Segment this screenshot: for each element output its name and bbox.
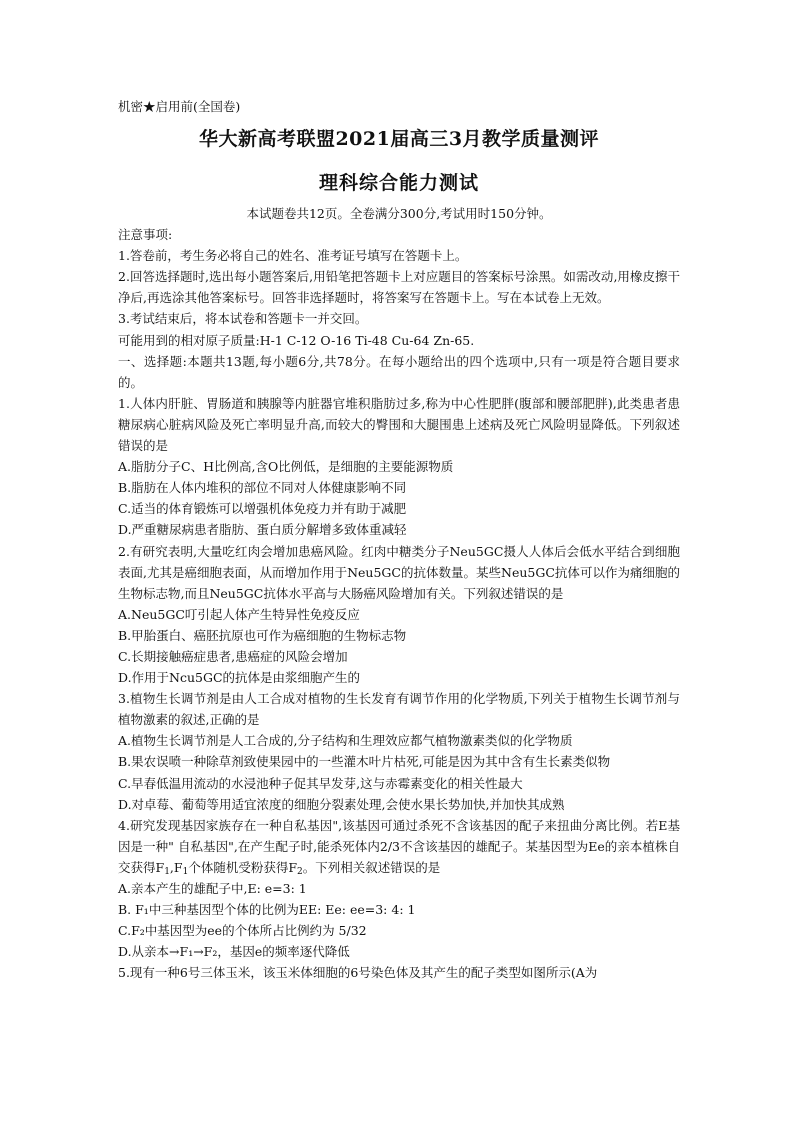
question-stem (118, 815, 680, 878)
option-c: C.F₂中基因型为ee的个体所占比例约为 5/32 (118, 923, 367, 939)
option-a: A.Neu5GC叮引起人体产生特异性免疫反应 (118, 606, 360, 622)
atomic-masses: 可能用到的相对原子质量:H-1 C-12 O-16 Ti-48 Cu-64 Zn-65. (118, 332, 475, 348)
stem-text: 4.研究发现基因家族存在一种自私基因",该基因可通过杀死不含该基因的配子来扭曲分离比例。若E基因是一种" 自私基因",在产生配子时,能杀死体内2/3不含该基因的雄配子。某基因型为Ee的亲本植株自交获得F (118, 817, 680, 875)
question-stem: 3.植物生长调节剂是由人工合成对植物的生长发育有调节作用的化学物质,下列关于植物生长调节剂与植物激素的叙述,正确的是 (118, 691, 680, 728)
notes-section (118, 224, 680, 351)
question-2 (118, 541, 680, 689)
exam-subtitle: 理科综合能力测试 (318, 172, 479, 194)
question-1 (118, 393, 680, 541)
subscript: 1 (164, 866, 170, 877)
question-5 (118, 962, 680, 983)
option-d: D.对卓莓、葡萄等用适宜浓度的细胞分裂素处理,会使水果长势加快,并加快其成熟 (118, 796, 565, 812)
question-3 (118, 688, 680, 815)
question-4 (118, 815, 680, 963)
stem-text: 。下列相关叙述错误的是 (302, 859, 441, 875)
option-b: B.甲胎蛋白、癌胚抗原也可作为癌细胞的生物标志物 (118, 627, 407, 643)
option-a: A.亲本产生的雄配子中,E: e=3: 1 (118, 881, 307, 896)
option-c: C.早春低温用流动的水浸池种子促其早发芽,这与赤霉素变化的相关性最大 (118, 775, 523, 791)
option-b: B. F₁中三种基因型个体的比例为EE: Ee: ee=3: 4: 1 (118, 902, 416, 918)
exam-intro: 本试题卷共12页。全卷满分300分,考试用时150分钟。 (246, 206, 552, 221)
exam-title: 华大新高考联盟2021届高三3月教学质量测评 (198, 128, 600, 150)
option-d: D.严重糖尿病患者脂肪、蛋白质分解增多致体重减轻 (118, 522, 407, 538)
note-item: 1.答卷前，考生务必将自己的姓名、准考证号填写在答题卡上。 (118, 248, 468, 264)
stem-text: ,F (169, 859, 183, 875)
option-c: C.长期接触癌症患者,患癌症的风险会增加 (118, 648, 348, 664)
note-item: 2.回答选择题时,选出每小题答案后,用铅笔把答题卡上对应题目的答案标号涂黑。如需改动,用橡皮擦干净后,再选涂其他答案标号。回答非选择题时，将答案写在答题卡上。写在本试卷上无效。 (118, 269, 680, 306)
option-d: D.从亲本→F₁→F₂，基因e的频率逐代降低 (118, 944, 350, 960)
option-a: A.脂肪分子C、H比例高,含O比例低，是细胞的主要能源物质 (118, 459, 454, 475)
question-stem: 2.有研究表明,大量吃红肉会增加患癌风险。红肉中糖类分子Neu5GC摄人人体后会低水平结合到细胞表面,尤其是癌细胞表面，从而增加作用于Neu5GC的抗体数量。某些Neu5GC抗体可以作为痛细胞的生物标志物,而且Neu5GC抗体水平高与大肠癌风险增加有关。下列叙述错误的是 (118, 543, 680, 601)
confidential-label: 机密★启用前(全国卷) (118, 99, 241, 114)
subscript: 1 (182, 866, 189, 877)
option-b: B.果农误喷一种除草剂致使果园中的一些灌木叶片枯死,可能是因为其中含有生长素类似物 (118, 754, 611, 770)
option-c: C.适当的体育锻炼可以增强机体免疫力并有助于减肥 (118, 501, 407, 517)
subscript: 2 (297, 866, 303, 877)
notes-heading: 注意事项: (118, 227, 173, 243)
option-b: B.脂肪在人体内堆积的部位不同对人体健康影响不同 (118, 480, 407, 496)
note-item: 3.考试结束后，将本试卷和答题卡一并交回。 (118, 311, 368, 327)
question-stem: 1.人体内肝脏、胃肠道和胰腺等内脏器官堆积脂肪过多,称为中心性肥胖(腹部和腰部肥胖),此类患者患糖尿病心脏病风险及死亡率明显升高,而较大的臀围和大腿围患上述病及死亡风险明显降低。下列叙述错误的是 (118, 395, 680, 454)
exam-page (118, 96, 680, 983)
stem-text: 个体随机受粉获得F (188, 859, 297, 875)
option-a: A.植物生长调节剂是人工合成的,分子结构和生理效应都气植物激素类似的化学物质 (118, 733, 573, 749)
option-d: D.作用于Ncu5GC的抗体是由浆细胞产生的 (118, 670, 361, 686)
section-heading: 一、选择题:本题共13题,每小题6分,共78分。在每小题给出的四个选项中,只有一项是符合题目要求的。 (118, 353, 680, 390)
question-stem: 5.现有一种6号三体玉米，该玉米体细胞的6号染色体及其产生的配子类型如图所示(A为 (118, 965, 598, 981)
